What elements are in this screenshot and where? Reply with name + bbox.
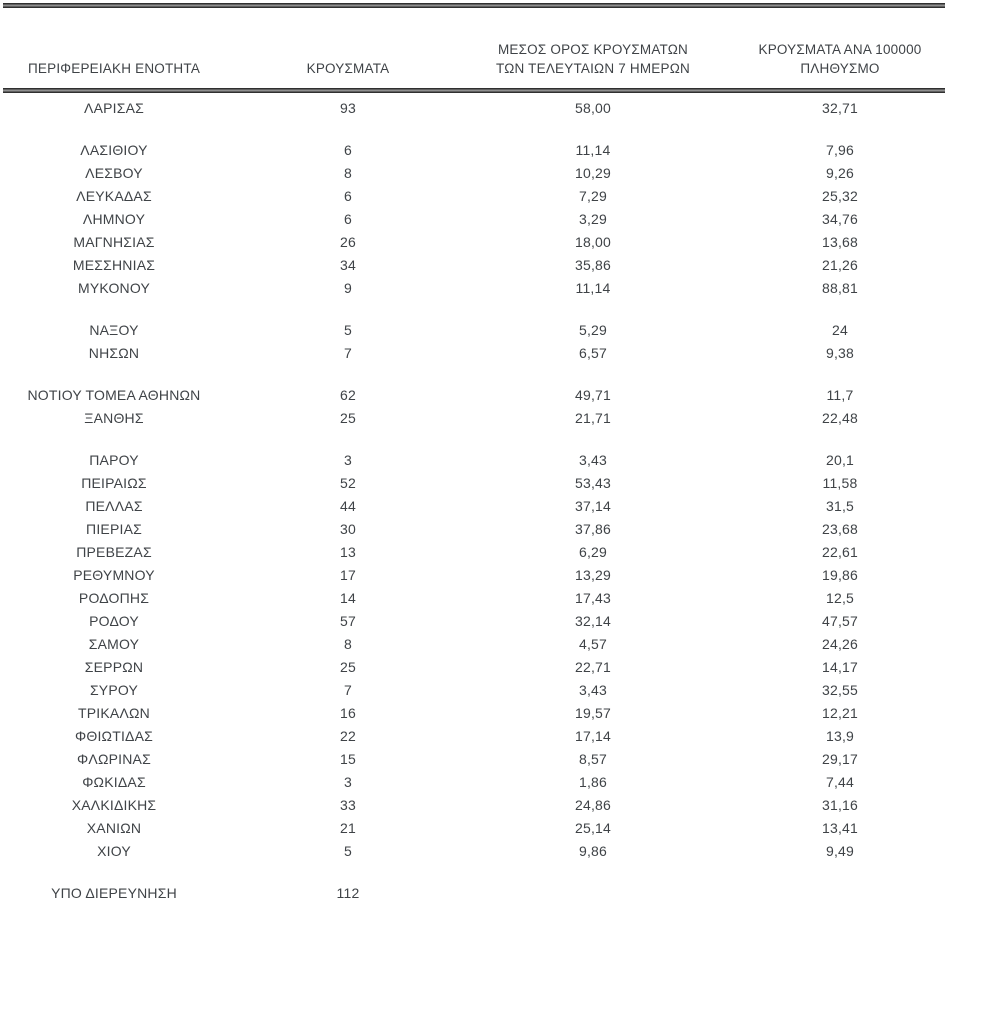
avg7-cell: 17,14: [574, 727, 612, 744]
header-region-label: ΠΕΡΙΦΕΡΕΙΑΚΗ ΕΝΟΤΗΤΑ: [27, 61, 201, 76]
avg7-cell: 24,86: [574, 796, 612, 813]
table-row: [0, 383, 962, 406]
per100k-cell: 23,68: [821, 520, 859, 537]
avg7-cell: 1,86: [578, 773, 608, 790]
region-cell: ΧΑΝΙΩΝ: [86, 819, 142, 836]
region-cell: ΦΘΙΩΤΙΔΑΣ: [74, 727, 153, 744]
avg7-cell: 11,14: [575, 279, 611, 296]
cases-cell: 5: [344, 842, 352, 859]
region-cell: ΧΙΟΥ: [97, 842, 131, 859]
region-cell: ΝΟΤΙΟΥ ΤΟΜΕΑ ΑΘΗΝΩΝ: [27, 386, 201, 403]
region-cell: ΜΑΓΝΗΣΙΑΣ: [73, 233, 155, 250]
per100k-cell: 13,68: [821, 233, 859, 250]
region-cell: ΡΟΔΟΠΗΣ: [78, 589, 150, 606]
region-cell: ΠΙΕΡΙΑΣ: [86, 520, 142, 537]
region-cell: ΝΑΞΟΥ: [89, 321, 139, 338]
table-header: [0, 40, 962, 81]
per100k-cell: 32,71: [821, 99, 859, 116]
cases-cell: 25: [340, 409, 356, 426]
header-cases-column: [228, 59, 468, 81]
cases-cell: 26: [340, 233, 356, 250]
table-row: [0, 609, 962, 632]
header-avg7-label-line2: ΤΩΝ ΤΕΛΕΥΤΑΙΩΝ 7 ΗΜΕΡΩΝ: [496, 61, 690, 76]
per100k-cell: 34,76: [821, 210, 859, 227]
cases-cell: 93: [340, 99, 356, 116]
cases-cell: 5: [344, 321, 352, 338]
region-cell: ΣΥΡΟΥ: [89, 681, 139, 698]
per100k-cell: 7,44: [825, 773, 855, 790]
cases-cell: 8: [344, 164, 352, 181]
avg7-cell: 58,00: [574, 99, 612, 116]
avg7-cell: 3,29: [578, 210, 608, 227]
cases-cell: 9: [344, 279, 352, 296]
avg7-cell: 21,71: [574, 409, 612, 426]
table-row: [0, 406, 962, 429]
region-cell: ΛΕΣΒΟΥ: [85, 164, 143, 181]
avg7-cell: 8,57: [578, 750, 608, 767]
table-row: [0, 586, 962, 609]
cases-cell: 30: [340, 520, 356, 537]
per100k-cell: 9,38: [825, 344, 855, 361]
per100k-cell: 9,26: [825, 164, 855, 181]
table-row: [0, 230, 962, 253]
table-row: [0, 540, 962, 563]
cases-cell: 44: [340, 497, 356, 514]
table-row: [0, 161, 962, 184]
cases-cell: 33: [340, 796, 356, 813]
per100k-cell: 11,7: [826, 386, 854, 403]
region-cell: ΛΑΣΙΘΙΟΥ: [80, 141, 148, 158]
table-row: [0, 207, 962, 230]
per100k-cell: 12,21: [821, 704, 859, 721]
top-divider: [3, 3, 945, 8]
row-group: [0, 138, 962, 299]
region-cell: ΛΑΡΙΣΑΣ: [84, 99, 144, 116]
table-row: [0, 724, 962, 747]
table-body: [0, 96, 962, 904]
header-region-column: [0, 59, 228, 81]
cases-cell: 52: [340, 474, 356, 491]
row-group: [0, 383, 962, 429]
table-row: [0, 770, 962, 793]
table-row: [0, 471, 962, 494]
avg7-cell: 49,71: [574, 386, 612, 403]
region-cell: ΜΕΣΣΗΝΙΑΣ: [72, 256, 156, 273]
cases-cell: 62: [340, 386, 356, 403]
region-cell: ΡΟΔΟΥ: [89, 612, 139, 629]
table-row: [0, 96, 962, 119]
cases-cell: 6: [344, 141, 352, 158]
per100k-cell: 12,5: [825, 589, 855, 606]
avg7-cell: 6,57: [578, 344, 608, 361]
table-row: [0, 747, 962, 770]
table-row: [0, 138, 962, 161]
header-per100k-label-line1: ΚΡΟΥΣΜΑΤΑ ΑΝΑ 100000: [758, 42, 922, 57]
cases-cell: 7: [344, 681, 352, 698]
region-cell: ΠΕΙΡΑΙΩΣ: [81, 474, 147, 491]
region-cell: ΣΑΜΟΥ: [88, 635, 140, 652]
cases-cell: 14: [340, 589, 356, 606]
avg7-cell: 9,86: [578, 842, 608, 859]
header-per100k-label-line2: ΠΛΗΘΥΣΜΟ: [800, 61, 880, 76]
region-cell: ΜΥΚΟΝΟΥ: [77, 279, 151, 296]
per100k-cell: 19,86: [821, 566, 859, 583]
per100k-cell: 29,17: [821, 750, 859, 767]
per100k-cell: 11,58: [822, 474, 858, 491]
avg7-cell: 35,86: [574, 256, 612, 273]
avg7-cell: 37,14: [574, 497, 612, 514]
cases-cell: 7: [344, 344, 352, 361]
avg7-cell: 4,57: [578, 635, 608, 652]
region-cell: ΧΑΛΚΙΔΙΚΗΣ: [71, 796, 157, 813]
table-row: [0, 276, 962, 299]
header-avg7-label-line1: ΜΕΣΟΣ ΟΡΟΣ ΚΡΟΥΣΜΑΤΩΝ: [497, 42, 688, 57]
header-avg7-column: [468, 40, 718, 81]
cases-cell: 3: [344, 451, 352, 468]
per100k-cell: 47,57: [821, 612, 859, 629]
table-row: [0, 563, 962, 586]
avg7-cell: 3,43: [578, 681, 608, 698]
table-row: [0, 184, 962, 207]
cases-cell: 34: [340, 256, 356, 273]
table-row: [0, 253, 962, 276]
per100k-cell: 22,61: [821, 543, 859, 560]
avg7-cell: 37,86: [574, 520, 612, 537]
table-row: [0, 655, 962, 678]
header-per100k-column: [718, 40, 962, 81]
cases-cell: 15: [340, 750, 356, 767]
avg7-cell: 25,14: [574, 819, 612, 836]
per100k-cell: 32,55: [821, 681, 859, 698]
per100k-cell: 24,26: [821, 635, 859, 652]
avg7-cell: 22,71: [574, 658, 612, 675]
region-cell: ΦΛΩΡΙΝΑΣ: [77, 750, 151, 767]
row-group: [0, 318, 962, 364]
cases-cell: 112: [336, 884, 360, 901]
table-row: [0, 839, 962, 862]
cases-cell: 25: [340, 658, 356, 675]
table-row: [0, 678, 962, 701]
avg7-cell: 19,57: [574, 704, 612, 721]
table-row: [0, 494, 962, 517]
cases-cell: 13: [340, 543, 356, 560]
table-row: [0, 701, 962, 724]
avg7-cell: 18,00: [574, 233, 612, 250]
region-cell: ΥΠΟ ΔΙΕΡΕΥΝΗΣΗ: [51, 884, 177, 901]
cases-cell: 3: [344, 773, 352, 790]
region-cell: ΦΩΚΙΔΑΣ: [82, 773, 146, 790]
region-cell: ΠΑΡΟΥ: [89, 451, 139, 468]
per100k-cell: 31,5: [825, 497, 855, 514]
table-row: [0, 341, 962, 364]
cases-cell: 17: [340, 566, 356, 583]
row-group: [0, 448, 962, 862]
avg7-cell: 13,29: [574, 566, 612, 583]
per100k-cell: 88,81: [821, 279, 859, 296]
per100k-cell: 14,17: [821, 658, 859, 675]
per100k-cell: 31,16: [821, 796, 859, 813]
per100k-cell: 7,96: [825, 141, 855, 158]
cases-cell: 22: [340, 727, 356, 744]
table-row: [0, 318, 962, 341]
avg7-cell: 3,43: [578, 451, 608, 468]
region-cell: ΛΗΜΝΟΥ: [82, 210, 146, 227]
avg7-cell: 11,14: [575, 141, 611, 158]
avg7-cell: 17,43: [574, 589, 612, 606]
region-cell: ΡΕΘΥΜΝΟΥ: [73, 566, 155, 583]
per100k-cell: 22,48: [821, 409, 859, 426]
region-cell: ΝΗΣΩΝ: [88, 344, 140, 361]
table-row: [0, 793, 962, 816]
avg7-cell: 6,29: [578, 543, 608, 560]
avg7-cell: 32,14: [574, 612, 612, 629]
cases-cell: 16: [340, 704, 356, 721]
avg7-cell: 10,29: [574, 164, 612, 181]
table-row: [0, 881, 962, 904]
avg7-cell: 5,29: [578, 321, 608, 338]
cases-cell: 6: [344, 187, 352, 204]
cases-cell: 8: [344, 635, 352, 652]
region-cell: ΤΡΙΚΑΛΩΝ: [78, 704, 150, 721]
region-cell: ΣΕΡΡΩΝ: [84, 658, 144, 675]
region-cell: ΞΑΝΘΗΣ: [84, 409, 144, 426]
per100k-cell: 13,9: [825, 727, 855, 744]
table-row: [0, 448, 962, 471]
row-group: [0, 881, 962, 904]
region-cell: ΠΡΕΒΕΖΑΣ: [76, 543, 152, 560]
region-cell: ΛΕΥΚΑΔΑΣ: [76, 187, 152, 204]
table-row: [0, 632, 962, 655]
header-divider: [3, 88, 945, 93]
per100k-cell: 13,41: [821, 819, 859, 836]
cases-cell: 6: [344, 210, 352, 227]
cases-cell: 57: [340, 612, 356, 629]
header-cases-label: ΚΡΟΥΣΜΑΤΑ: [306, 61, 390, 76]
table-row: [0, 517, 962, 540]
avg7-cell: 53,43: [574, 474, 612, 491]
per100k-cell: 9,49: [825, 842, 855, 859]
table-row: [0, 816, 962, 839]
cases-cell: 21: [340, 819, 356, 836]
per100k-cell: 24: [832, 321, 848, 338]
per100k-cell: 25,32: [821, 187, 859, 204]
per100k-cell: 20,1: [825, 451, 855, 468]
row-group: [0, 96, 962, 119]
avg7-cell: 7,29: [578, 187, 608, 204]
per100k-cell: 21,26: [821, 256, 859, 273]
region-cell: ΠΕΛΛΑΣ: [85, 497, 143, 514]
